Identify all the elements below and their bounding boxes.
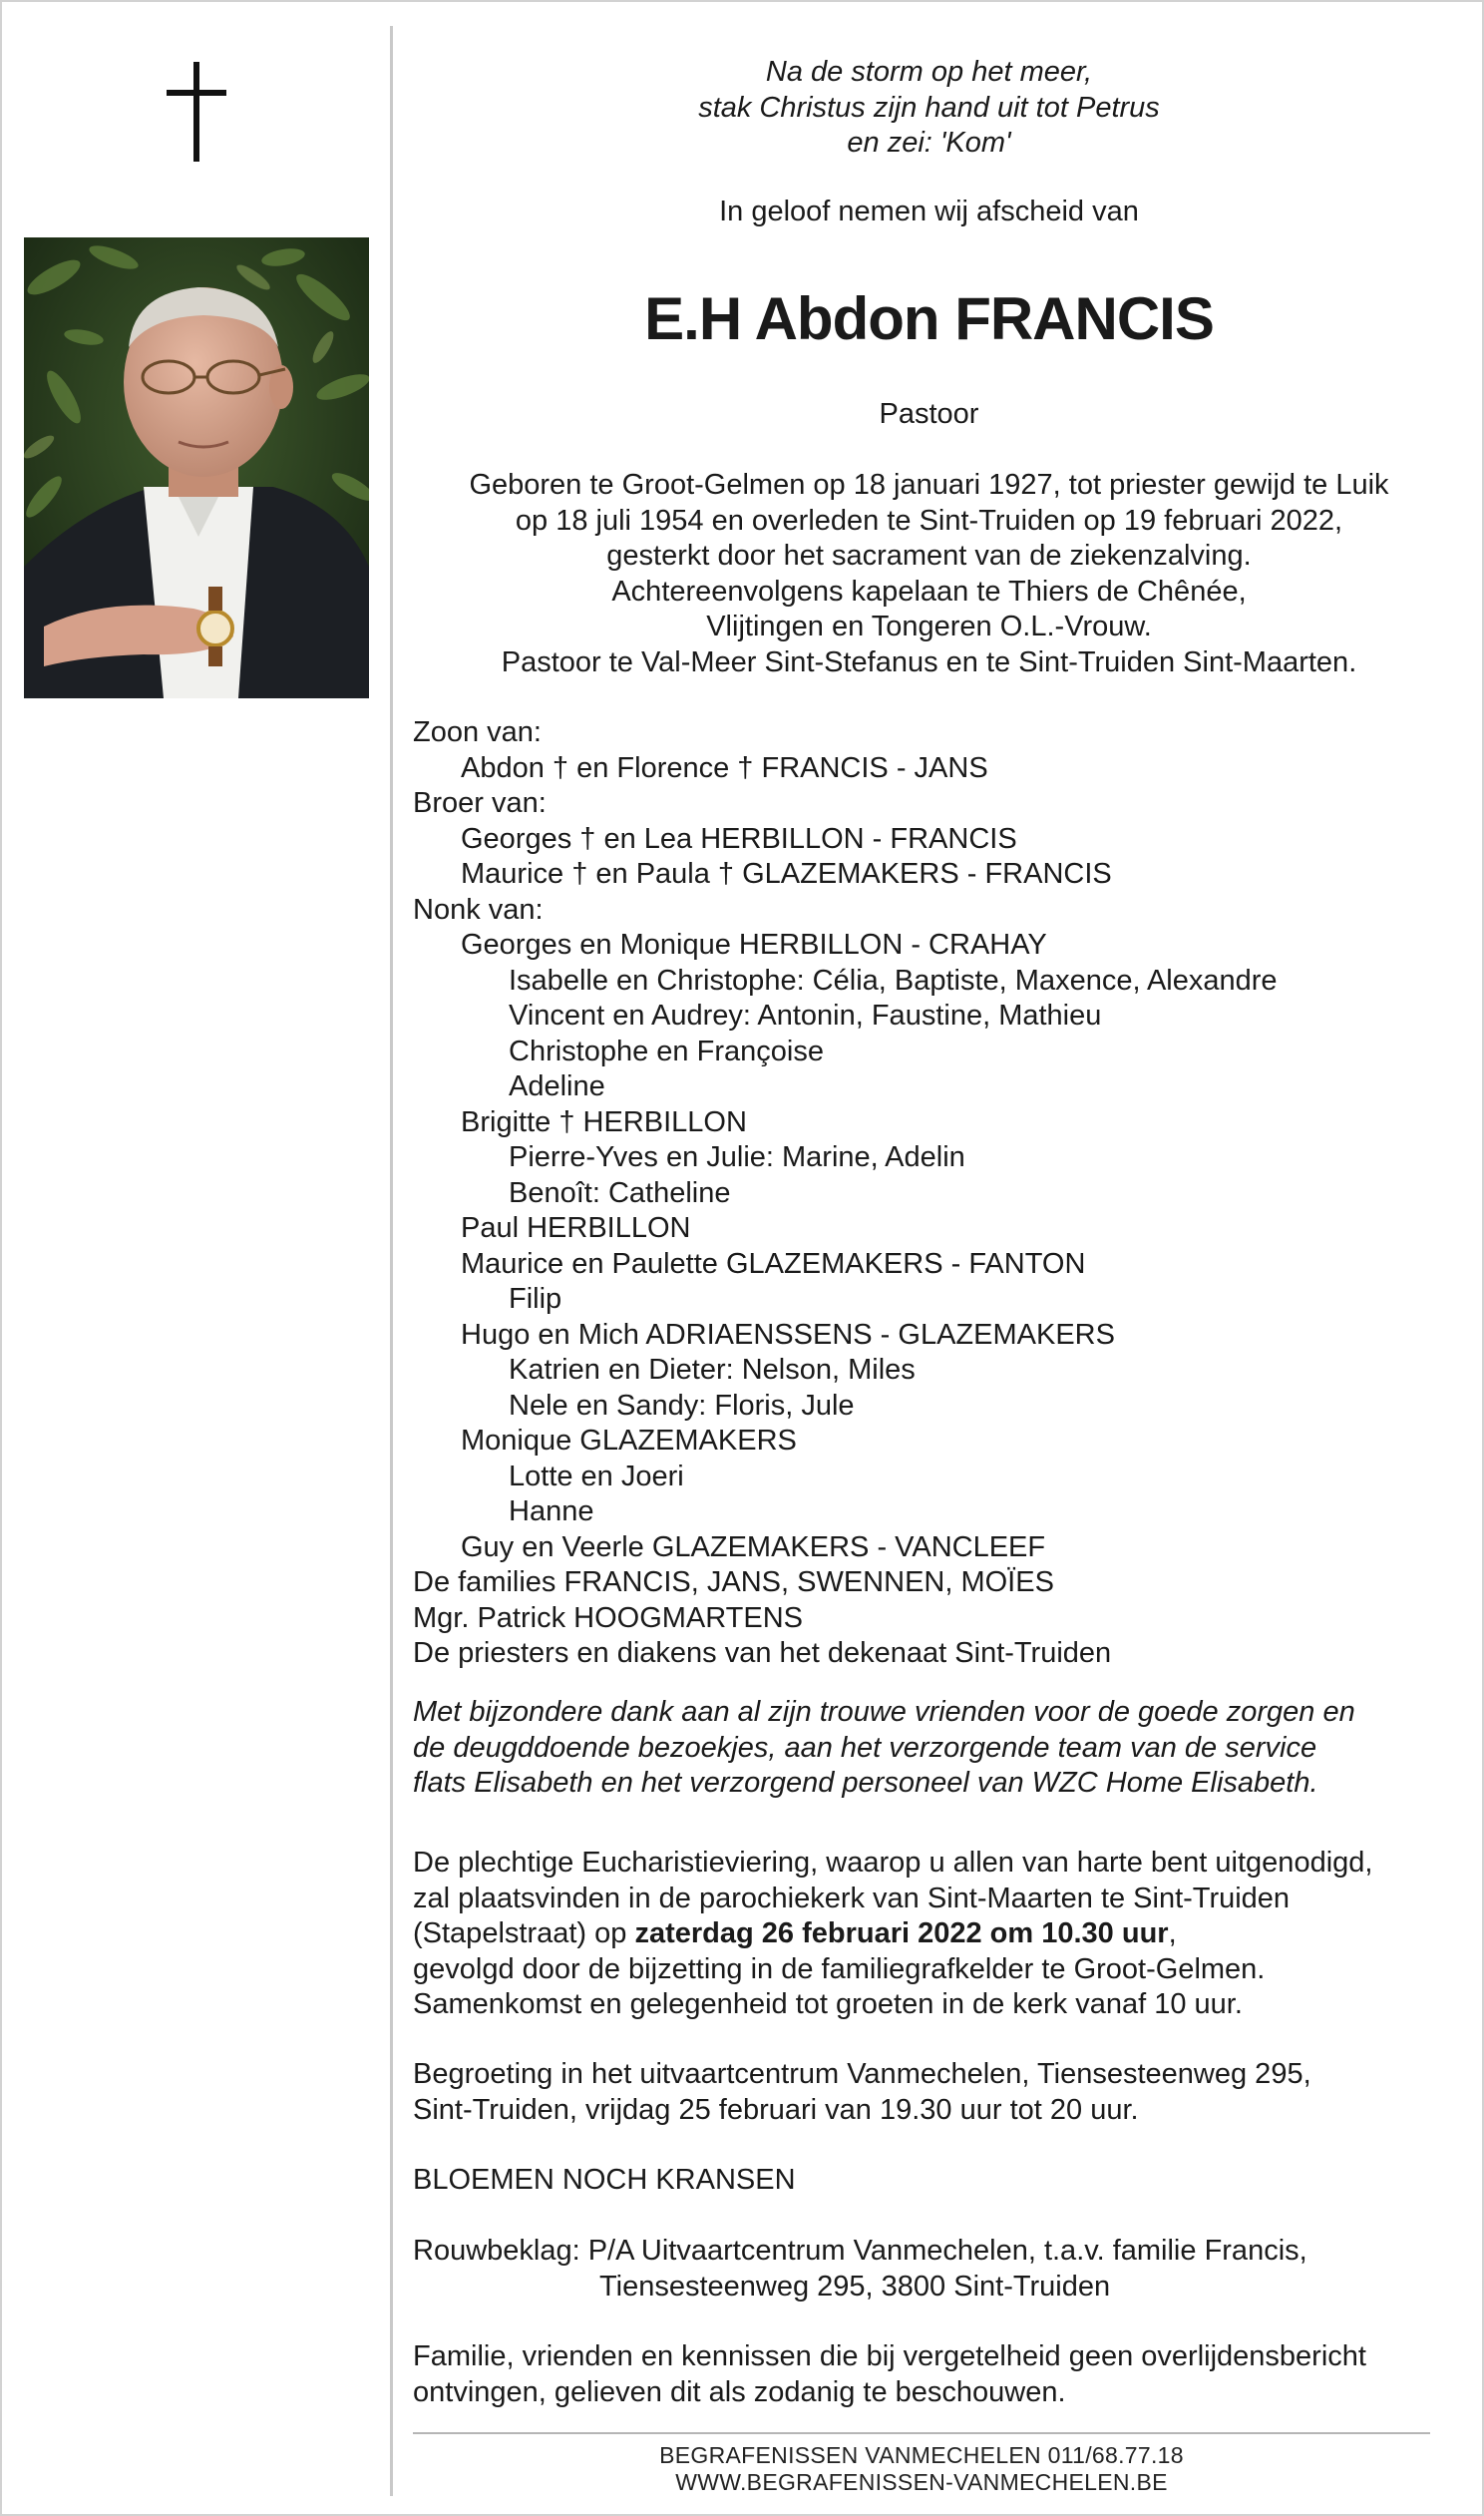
family-member: Adeline — [509, 1070, 605, 1102]
notice-line: Familie, vrienden en kennissen die bij vergetelheid geen overlijdensbericht — [413, 2340, 1366, 2372]
service-location: (Stapelstraat) op — [413, 1917, 635, 1949]
thanks-paragraph — [413, 1695, 1455, 1802]
family-heading: Broer van: — [413, 787, 547, 819]
visitation-line: Begroeting in het uitvaartcentrum Vanmechelen, Tiensesteenweg 295, — [413, 2058, 1311, 2090]
family-member: Maurice en Paulette GLAZEMAKERS - FANTON — [461, 1247, 1086, 1280]
biography-line: Pastoor te Val-Meer Sint-Stefanus en te Sint-Truiden Sint-Maarten. — [501, 645, 1357, 678]
family-member: Isabelle en Christophe: Célia, Baptiste, Maxence, Alexandre — [509, 964, 1278, 997]
family-list — [413, 715, 1455, 1672]
cross-icon — [167, 62, 226, 162]
thanks-line: flats Elisabeth en het verzorgend personeel van WZC Home Elisabeth. — [413, 1767, 1318, 1799]
service-line: De plechtige Eucharistieviering, waarop u allen van harte bent uitgenodigd, — [413, 1847, 1373, 1879]
biography-line: Vlijtingen en Tongeren O.L.-Vrouw. — [706, 611, 1152, 642]
family-member: Georges † en Lea HERBILLON - FRANCIS — [461, 822, 1017, 855]
visitation-paragraph — [413, 2057, 1455, 2128]
intro-text: In geloof nemen wij afscheid van — [719, 196, 1139, 227]
service-paragraph — [413, 1846, 1455, 2023]
poem — [413, 55, 1445, 162]
service-line — [413, 1916, 1455, 1952]
family-heading: De priesters en diakens van het dekenaat Sint-Truiden — [413, 1637, 1112, 1669]
family-member: Pierre-Yves en Julie: Marine, Adelin — [509, 1141, 965, 1173]
biography-line: op 18 juli 1954 en overleden te Sint-Truiden op 19 februari 2022, — [515, 504, 1343, 537]
visitation-line: Sint-Truiden, vrijdag 25 februari van 19.30 uur tot 20 uur. — [413, 2093, 1139, 2126]
family-member: Lotte en Joeri — [509, 1460, 684, 1492]
family-member: Christophe en Françoise — [509, 1035, 824, 1067]
poem-line: Na de storm op het meer, — [765, 56, 1093, 88]
family-member: Georges en Monique HERBILLON - CRAHAY — [461, 929, 1047, 961]
deceased-role: Pastoor — [879, 398, 979, 430]
thanks-line: Met bijzondere dank aan al zijn trouwe vrienden voor de goede zorgen en — [413, 1696, 1355, 1728]
service-date: zaterdag 26 februari 2022 om 10.30 uur — [634, 1917, 1169, 1949]
portrait-photo — [24, 237, 369, 698]
family-member: Guy en Veerle GLAZEMAKERS - VANCLEEF — [461, 1530, 1046, 1563]
family-member: Nele en Sandy: Floris, Jule — [509, 1389, 855, 1422]
left-column — [2, 2, 389, 2514]
family-member: Monique GLAZEMAKERS — [461, 1425, 797, 1457]
service-line: Samenkomst en gelegenheid tot groeten in de kerk vanaf 10 uur. — [413, 1988, 1243, 2020]
service-punct: , — [1168, 1917, 1177, 1949]
flowers-notice: BLOEMEN NOCH KRANSEN — [413, 2164, 796, 2196]
footer-website: WWW.BEGRAFENISSEN-VANMECHELEN.BE — [675, 2469, 1168, 2495]
biography — [413, 468, 1445, 680]
family-heading: Mgr. Patrick HOOGMARTENS — [413, 1601, 804, 1634]
deceased-name: E.H Abdon FRANCIS — [644, 285, 1214, 352]
footer-company: BEGRAFENISSEN VANMECHELEN 011/68.77.18 — [659, 2442, 1184, 2468]
footer — [413, 2442, 1430, 2496]
family-member: Vincent en Audrey: Antonin, Faustine, Mathieu — [509, 1000, 1102, 1032]
family-heading: Zoon van: — [413, 716, 542, 748]
family-member: Brigitte † HERBILLON — [461, 1105, 747, 1138]
service-line: zal plaatsvinden in de parochiekerk van Sint-Maarten te Sint-Truiden — [413, 1882, 1291, 1914]
biography-line: Achtereenvolgens kapelaan te Thiers de Chênée, — [611, 575, 1247, 608]
condolence-line: Tiensesteenweg 295, 3800 Sint-Truiden — [599, 2270, 1111, 2303]
family-member: Hugo en Mich ADRIAENSSENS - GLAZEMAKERS — [461, 1318, 1115, 1351]
family-member: Filip — [509, 1283, 562, 1315]
thanks-line: de deugddoende bezoekjes, aan het verzorgende team van de service — [413, 1731, 1317, 1764]
notice-line: ontvingen, gelieven dit als zodanig te beschouwen. — [413, 2375, 1066, 2408]
family-member: Paul HERBILLON — [461, 1212, 691, 1244]
family-member: Abdon † en Florence † FRANCIS - JANS — [461, 751, 988, 784]
footer-divider — [413, 2432, 1430, 2434]
family-member: Maurice † en Paula † GLAZEMAKERS - FRANCIS — [461, 858, 1112, 890]
family-heading: Nonk van: — [413, 893, 544, 926]
family-member: Katrien en Dieter: Nelson, Miles — [509, 1354, 916, 1386]
poem-line: en zei: 'Kom' — [847, 127, 1011, 159]
closing-notice — [413, 2339, 1455, 2410]
condolence-address — [413, 2234, 1455, 2305]
family-member: Hanne — [509, 1495, 594, 1527]
service-line: gevolgd door de bijzetting in de familiegrafkelder te Groot-Gelmen. — [413, 1952, 1266, 1985]
family-heading: De families FRANCIS, JANS, SWENNEN, MOÏES — [413, 1566, 1054, 1598]
condolence-line: Rouwbeklag: P/A Uitvaartcentrum Vanmechelen, t.a.v. familie Francis, — [413, 2235, 1307, 2267]
biography-line: gesterkt door het sacrament van de ziekenzalving. — [606, 540, 1252, 572]
family-member: Benoît: Catheline — [509, 1176, 731, 1209]
poem-line: stak Christus zijn hand uit tot Petrus — [698, 91, 1160, 124]
column-divider — [390, 26, 393, 2496]
biography-line: Geboren te Groot-Gelmen op 18 januari 1927, tot priester gewijd te Luik — [469, 469, 1389, 501]
